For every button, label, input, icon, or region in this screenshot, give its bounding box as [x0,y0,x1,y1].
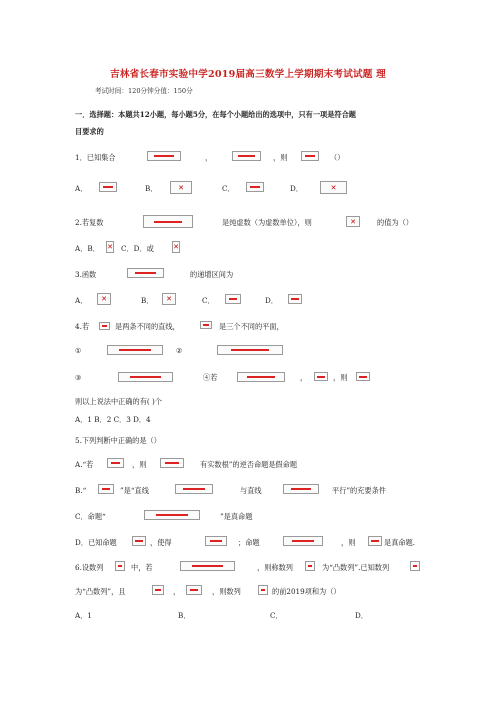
formula-image [258,585,268,595]
formula-image [205,536,227,546]
q1-opt-b: B． [145,184,158,193]
q4-options: A．1 B．2 C．3 D．4 [75,415,151,424]
q5-stem: 5.下列判断中正确的是（） [75,436,161,445]
q5-opt-a2: ，则 [132,460,147,469]
formula-image [98,484,114,494]
q5-opt-d5: 是真命题. [384,538,416,547]
q2-opts: A．B． [75,244,100,253]
q5-opt-d3: ；命题 [238,538,260,547]
q4-ask: 则以上说法中正确的有( )个 [75,397,162,406]
q6-s3: ，则称数列 [257,563,293,572]
formula-image [143,215,193,228]
formula-image [301,151,319,161]
q6-line2c: ，则数列 [212,587,241,596]
q4-claim-4b: ， [300,373,308,382]
q6-s2: 中，若 [131,563,153,572]
q5-opt-d4: ，则 [341,538,356,547]
formula-image [237,372,285,382]
formula-image [99,322,110,330]
q4-claim-3: ③ [75,373,82,382]
formula-image [288,294,302,304]
q2-opts-c: C．D．或 [121,244,154,253]
q5-opt-a3: 有实数根”的逆否命题是假命题 [200,460,298,469]
q5-opt-a: A.“若 [75,460,94,469]
formula-image [368,536,382,546]
formula-image [172,241,180,253]
formula-image [232,151,261,161]
document-title: 吉林省长春市实验中学2019届高三数学上学期期末考试试题 理 [110,69,386,80]
q3-opt-b: B． [141,296,154,305]
formula-image [314,372,328,381]
q6-line2d: 的前2019项和为（） [272,587,341,596]
formula-image [107,458,124,468]
q3-end: 的递增区间为 [190,270,234,279]
q3-stem: 3.函数 [75,270,97,279]
formula-image [346,216,360,227]
formula-image [106,241,114,253]
formula-image [180,561,235,571]
q3-opt-c: C． [202,296,215,305]
q6-line2: 为“凸数列”，且 [75,587,126,596]
q1-opt-d: D． [290,184,303,193]
q2-stem: 2.若复数 [75,218,104,227]
formula-image [225,294,241,304]
formula-image [107,345,163,355]
q5-opt-d2: ，使得 [150,538,172,547]
q5-opt-b: B.“ [75,486,87,495]
formula-image [283,484,319,494]
q5-opt-b3: 与直线 [240,486,262,495]
section-heading: 一．选择题：本题共12小题，每小题5分，在每个小题给出的选项中，只有一项是符合题 [75,110,356,119]
q4-end: 是三个不同的平面， [219,322,284,331]
formula-image [283,536,323,546]
q3-opt-d: D． [265,296,278,305]
section-heading-cont: 目要求的 [75,127,104,136]
formula-image [127,268,164,278]
formula-image [186,585,202,595]
q4-claim-1: ① [75,346,82,355]
formula-image [132,536,146,546]
q5-opt-c2: ”是真命题 [220,512,253,521]
q4-mid: 是两条不同的直线， [115,322,180,331]
q6-s4: 为“凸数列”.已知数列 [322,563,390,572]
q6-opt-a: A．1 [75,611,92,620]
q1-opt-a: A． [75,184,88,193]
formula-image [356,372,370,381]
q6-opt-d: D． [355,611,368,620]
formula-image [175,484,213,494]
q6-line2b: ， [173,587,181,596]
exam-meta: 考试时间：120分钟分值：150分 [95,87,193,95]
formula-image [246,182,264,192]
formula-image [147,151,181,161]
formula-image [170,181,192,194]
q5-opt-b2: ”是“直线 [120,486,149,495]
q4-claim-2: ② [176,346,183,355]
q2-mid: 是纯虚数（为虚数单位），则 [222,218,312,227]
q1-comma: ， [205,153,213,162]
formula-image [99,182,117,192]
formula-image [118,372,173,382]
formula-image [305,561,315,571]
q3-opt-a: A． [75,296,88,305]
formula-image [410,561,420,571]
formula-image [144,510,200,520]
q4-claim-4c: ，则 [333,373,348,382]
q4-stem: 4.若 [75,322,90,331]
formula-image [152,585,164,595]
formula-image [162,293,176,305]
q6-stem: 6.设数列 [75,563,104,572]
q5-opt-d: D．已知命题 [75,538,117,547]
q2-end: 的值为（） [377,218,413,227]
q5-opt-b4: 平行”的充要条件 [332,486,386,495]
q1-paren: （） [330,153,345,162]
q4-claim-4: ④若 [203,373,218,382]
q6-opt-b: B． [178,611,191,620]
formula-image [200,321,212,329]
formula-image [160,458,184,468]
q6-opt-c: C． [270,611,283,620]
formula-image [320,181,347,194]
q1-then: ，则 [273,153,288,162]
formula-image [115,561,125,571]
formula-image [217,345,283,355]
q1-opt-c: C． [222,184,235,193]
formula-image [97,293,111,305]
q5-opt-c: C．命题“ [75,512,106,521]
q1-stem: 1．已知集合 [75,153,116,162]
